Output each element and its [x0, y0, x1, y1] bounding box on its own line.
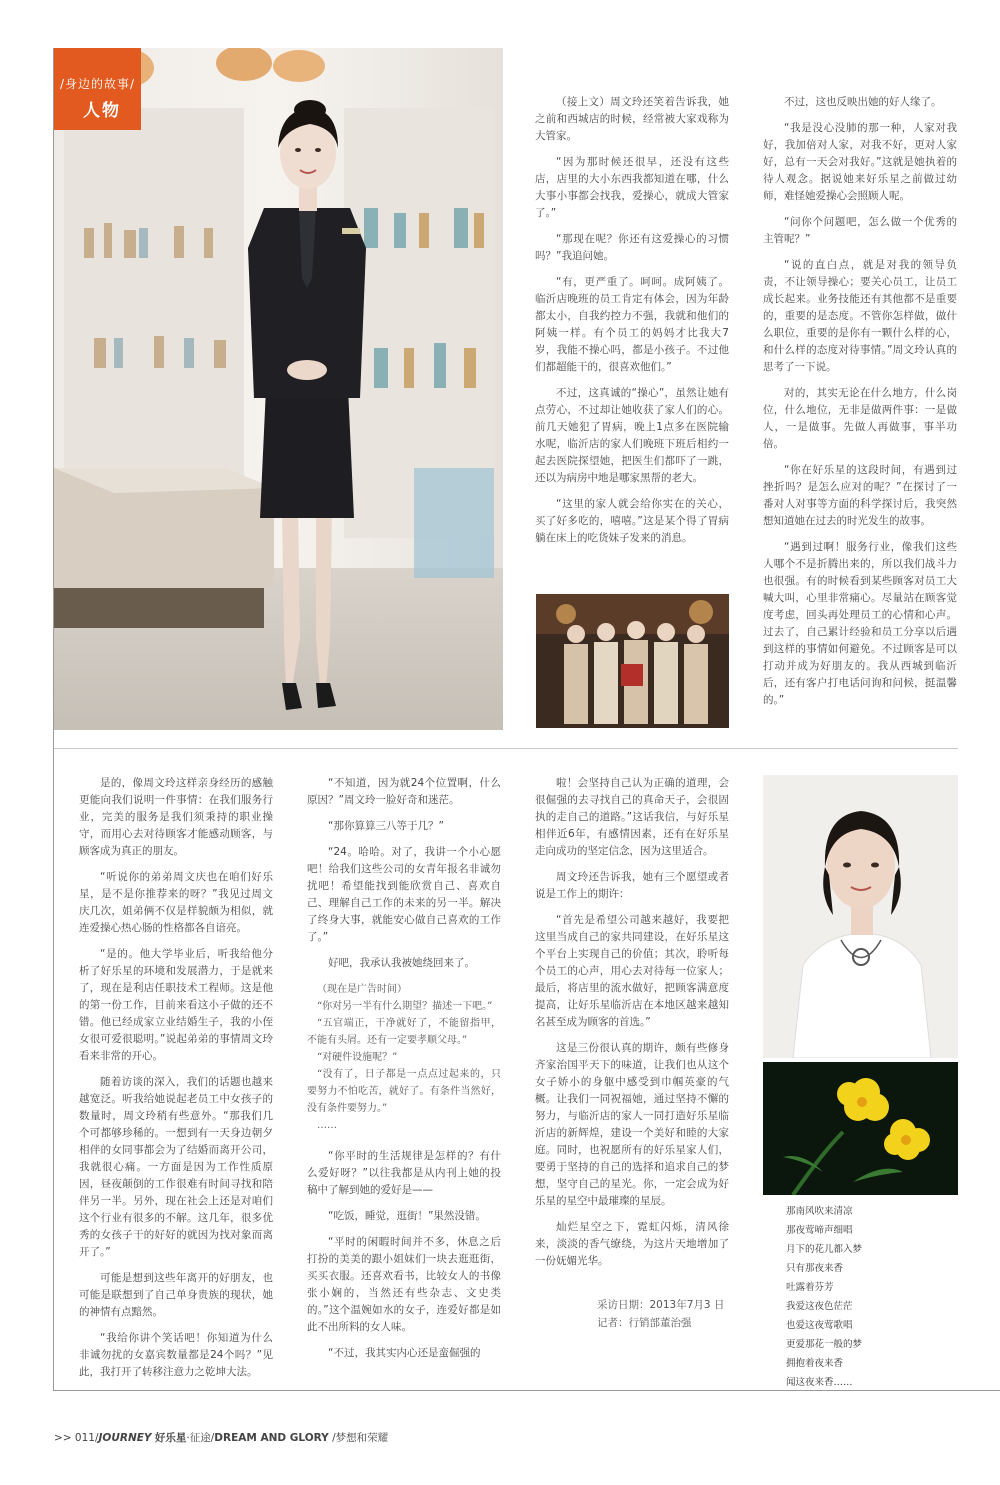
- poem-line: 拥抱着夜来香: [786, 1358, 844, 1369]
- section-label: ·征途/: [186, 1432, 215, 1444]
- portrait-illustration: [763, 775, 958, 1058]
- interview-date: 采访日期：2013年7月3 日: [597, 1299, 725, 1311]
- poem-line: 闻这夜来香……: [786, 1377, 853, 1388]
- ad-line: （现在是广告时间）: [317, 984, 407, 995]
- poem-line: 月下的花儿都入梦: [786, 1244, 863, 1255]
- ad-line: “对硬件设施呢？”: [317, 1052, 398, 1063]
- paragraph: “因为那时候还很早，还没有这些店，店里的大小东西我都知道在哪，什么大事小事都会找我，爱操心，就成大管家了。”: [535, 156, 729, 219]
- ad-line: “没有了，日子都是一点点过起来的，只要努力不怕吃苦，就好了。有条件当然好，没有条件要努力。”: [307, 1069, 501, 1114]
- paragraph: 对的，其实无论在什么地方，什么岗位，什么地位，无非是做两件事：一是做人，一是做事。先做人再做事，事半功倍。: [763, 387, 957, 450]
- ad-line: “五官端正，干净就好了，不能留指甲，不能有头屑。还有一定要孝顺父母。”: [307, 1018, 501, 1046]
- portrait-photo: [763, 775, 958, 1058]
- poem: [786, 1202, 862, 1392]
- paragraph: 啦！会坚持自己认为正确的道理，会很倔强的去寻找自己的真命天子，会很固执的走自己的道路。”这话我信，与好乐星相伴近6年，有感情因素，还有在好乐星走向成功的坚定信念，因为这里适合。: [535, 777, 729, 857]
- group-photo-illustration: [536, 594, 729, 728]
- paragraph: 可能是想到这些年离开的好朋友，也可能是联想到了自己单身贵族的现状，她的神情有点黯然。: [79, 1272, 273, 1318]
- paragraph: 灿烂星空之下，霓虹闪烁，清风徐来，淡淡的香气缭绕，为这片天地增加了一份妩媚光华。: [535, 1221, 729, 1267]
- paragraph: 不过，这也反映出她的好人缘了。: [784, 96, 942, 108]
- journey-label: JOURNEY: [98, 1432, 152, 1444]
- paragraph: “遇到过啊！服务行业，像我们这些人哪个不是折腾出来的，所以我们战斗力也很强。有的时候看到某些顾客对员工大喊大叫，心里非常痛心。尽量站在顾客觉度考虑，回头再处理员工的心情和心声。过去了，自己累计经验和员工分享以后遇到这样的事情如何避免。不过顾客是可以打动并成为好朋友的。我从西城到临沂后，还有客户打电话问询和问候，挺温馨的。”: [763, 541, 957, 706]
- paragraph: “吃饭，睡觉，逛街！”果然没错。: [328, 1210, 486, 1222]
- paragraph: 这是三份很认真的期许，颇有些修身齐家治国平天下的味道，让我们也从这个女子娇小的身躯中感受到巾帼英豪的气概。让我们一同祝福她，通过坚持不懈的努力，与临沂店的家人一同打造好乐星临沂店的新辉煌，建设一个美好和睦的大家庭。同时，也祝愿所有的好乐星家人们，要勇于坚持的自己的选择和追求自己的梦想，坚守自己的星光。你，一定会成为好乐星的星空中最璀璨的星辰。: [535, 1042, 729, 1207]
- paragraph: “那现在呢？你还有这爱操心的习惯吗？”我追问她。: [535, 233, 729, 262]
- poem-line: 那夜莺啼声细唱: [786, 1225, 853, 1236]
- group-photo: [536, 594, 729, 728]
- poem-line: 那南风吹来清凉: [786, 1206, 853, 1217]
- main-photo: [54, 48, 503, 730]
- section-divider: [54, 748, 958, 749]
- dream-glory-cn-label: /梦想和荣耀: [328, 1432, 389, 1444]
- woman-standing-illustration: [54, 48, 503, 730]
- article-column-3: [79, 775, 273, 1390]
- flower-illustration: [763, 1062, 958, 1195]
- article-column-2: [763, 94, 957, 718]
- paragraph: “有，更严重了。呵呵。成阿姨了。临沂店晚班的员工肯定有体会，因为年龄都太小，自我约控力不强，我就和他们的阿姨一样。有个员工的妈妈才比我大7岁，我能不操心吗，都是小孩子。不过他们都超能干的，很喜欢他们。”: [535, 276, 729, 373]
- paragraph: “这里的家人就会给你实在的关心，买了好多吃的，嘻嘻。”这是某个得了胃病躺在床上的吃货妹子发来的消息。: [535, 498, 729, 544]
- paragraph: “24。哈哈。对了，我讲一个小心愿吧！给我们这些公司的女青年报名非诚勿扰吧！希望能找到能欣赏自己、喜欢自己、理解自己工作的未来的另一半。解决了终身大事，就能安心做自己喜欢的工作了。”: [307, 846, 501, 943]
- poem-line: 也爱这夜莺歌唱: [786, 1320, 853, 1331]
- page-number: >> 011/: [54, 1432, 99, 1444]
- paragraph: 周文玲还告诉我，她有三个愿望或者说是工作上的期许：: [535, 871, 729, 900]
- paragraph: “首先是希望公司越来越好，我要把这里当成自己的家共同建设，在好乐星这个平台上实现自己的价值；其次，聆听每个员工的心声，用心去对待每一位家人；最后，将店里的流水做好，把顾客满意度提高，让好乐星临沂店在本地区越来越知名甚至成为顾客的首选。”: [535, 914, 729, 1028]
- paragraph: “不知道，因为就24个位置啊，什么原因？”周文玲一脸好奇和迷茫。: [307, 777, 501, 806]
- paragraph: “平时的闲暇时间并不多，休息之后打扮的美美的跟小姐妹们一块去逛逛街，买买衣服。还喜欢看书，比较女人的书像张小娴的，当然还有些杂志、文史类的。”这个温婉如水的女子，连爱好都是如此不出所料的女人味。: [307, 1236, 501, 1333]
- ad-line: ……: [317, 1120, 337, 1131]
- paragraph: 是的，像周文玲这样亲身经历的感触更能向我们说明一件事情：在我们服务行业，完美的服务是我们须秉持的职业操守，而用心去对待顾客才能感动顾客，与顾客成为真正的朋友。: [79, 777, 273, 857]
- paragraph: “问你个问题吧，怎么做一个优秀的主管呢？”: [763, 216, 957, 245]
- paragraph: “说的直白点，就是对我的领导负责，不让领导操心；要关心员工，让员工成长起来。业务技能还有其他都不是重要的，重要的是态度。不管你怎样做，做什么职位，重要的是你有一颗什么样的心，和什么样的态度对待事情。”周文玲认真的思考了一下说。: [763, 259, 957, 373]
- paragraph: 好吧，我承认我被她绕回来了。: [328, 957, 475, 969]
- paragraph: “你平时的生活规律是怎样的？有什么爱好呀？”以往我都是从内刊上她的投稿中了解到她的爱好是——: [307, 1150, 501, 1196]
- paragraph: “那你算算三八等于几？”: [328, 820, 444, 832]
- article-column-1: [535, 94, 729, 556]
- page-footer: [54, 1430, 388, 1445]
- interview-byline: [597, 1296, 724, 1332]
- paragraph: “听说你的弟弟周文庆也在咱们好乐星，是不是你推荐来的呀？”我见过周文庆几次，姐弟俩不仅是样貌颇为相似，就连爱操心热心肠的性格都各自谙亮。: [79, 871, 273, 934]
- brand-label: 好乐星: [154, 1432, 187, 1444]
- ad-line: “你对另一半有什么期望？描述一下吧。”: [317, 1001, 493, 1012]
- article-column-5: [535, 775, 729, 1279]
- reporter-name: 记者：行销部董治强: [597, 1317, 692, 1329]
- dream-glory-label: DREAM AND GLORY: [214, 1432, 329, 1444]
- paragraph: （接上文）周文玲还笑着告诉我，她之前和西城店的时候，经常被大家戏称为大管家。: [535, 96, 729, 142]
- paragraph: “我给你讲个笑话吧！你知道为什么非诚勿扰的女嘉宾数量都是24个吗？”见此，我打开了转移注意力之乾坤大法。: [79, 1332, 273, 1378]
- poem-line: 我爱这夜色茫茫: [786, 1301, 853, 1312]
- poem-line: 更爱那花一般的梦: [786, 1339, 863, 1350]
- poem-line: 只有那夜来香: [786, 1263, 844, 1274]
- article-column-4: [307, 775, 501, 1371]
- flower-photo: [763, 1062, 958, 1195]
- paragraph: 随着访谈的深入，我们的话题也越来越宽泛。听我给她说起老员工中女孩子的数量时，周文玲稍有些意外。“那我们几个可都够珍稀的。一想到有一天身边朝夕相伴的女同事都会为了结婚而离开公司，我就很心痛。一方面是因为工作性质原因，昼夜颠倒的工作很难有时间寻找和陪伴另一半。另外，现在社会上还是对咱们这个行业有很多的不解。这几年，很多优秀的女孩子干的好好的就因为找对象而离开了。”: [79, 1076, 273, 1258]
- section-kicker: /身边的故事/: [60, 77, 136, 91]
- section-tag: [54, 48, 141, 130]
- paragraph: “你在好乐星的这段时间，有遇到过挫折吗？是怎么应对的呢？”在探讨了一番对人对事等方面的科学探讨后，我突然想知道她在过去的时光发生的故事。: [763, 464, 957, 527]
- section-title: 人物: [83, 101, 121, 121]
- paragraph: 不过，这真诚的“操心”，虽然让她有点劳心，不过却让她收获了家人们的心。前几天她犯了胃病，晚上1点多在医院输水呢，临沂店的家人们晚班下班后相约一起去医院探望她，把医生们都吓了一跳，还以为病房中地是哪家黑帮的老大。: [535, 387, 729, 484]
- paragraph: “是的。他大学毕业后，听我给他分析了好乐星的环境和发展潜力，于是就来了，现在是利店任职技术工程师。这是他的第一份工作，目前来看这小子做的还不错。他已经成家立业结婚生子，我的小侄女很可爱很聪明。”说起弟弟的事情周文玲看来非常的开心。: [79, 948, 273, 1062]
- paragraph: “不过，我其实内心还是蛮倔强的: [328, 1347, 481, 1359]
- poem-line: 吐露着芬芳: [786, 1282, 834, 1293]
- paragraph: “我是没心没肺的那一种，人家对我好，我加倍对人家，对我不好，更对人家好，总有一天会对我好。”这就是她执着的待人观念。据说她来好乐星之前做过幼师，难怪她爱操心会照顾人呢。: [763, 122, 957, 202]
